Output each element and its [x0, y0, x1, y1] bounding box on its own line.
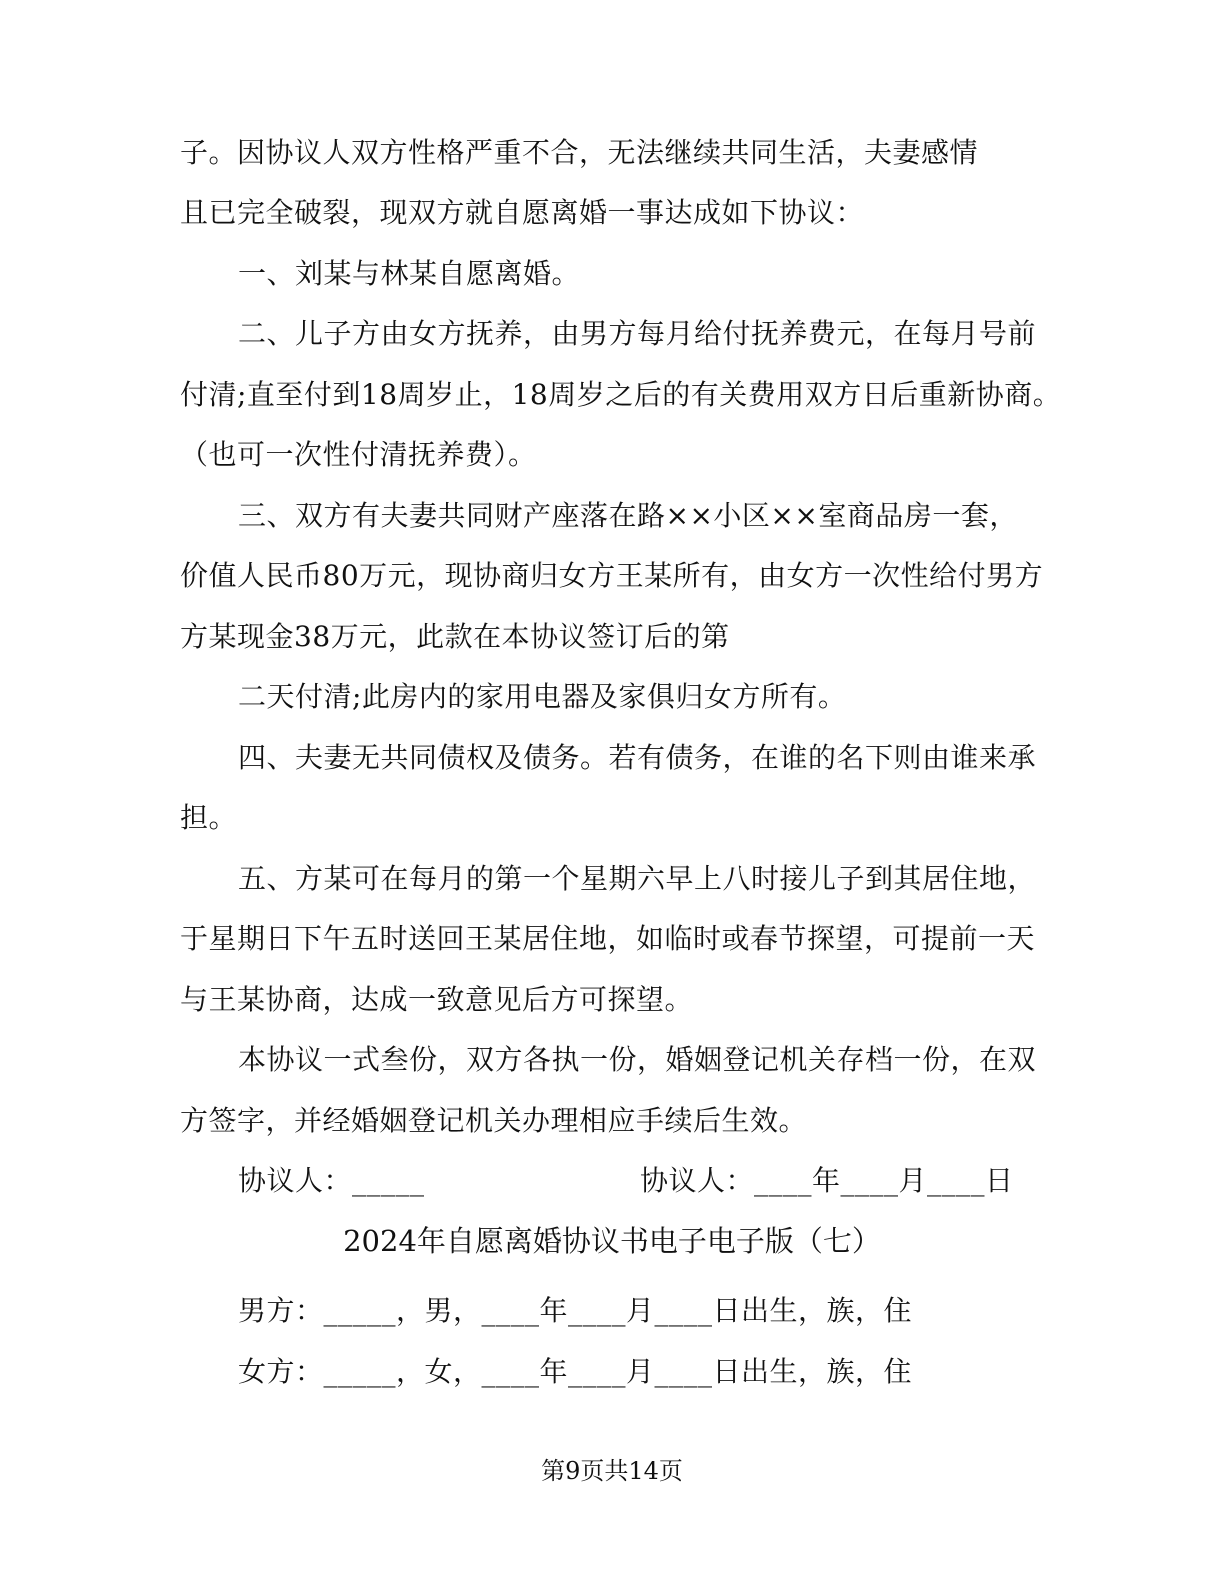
body-line-6: （也可一次性付清抚养费）。 — [180, 438, 537, 471]
male-party-line: 男方：_____，男，____年____月____日出生，族，住 — [238, 1294, 913, 1327]
body-line-10: 二天付清;此房内的家用电器及家俱归女方所有。 — [238, 680, 847, 713]
body-line-1: 子。因协议人双方性格严重不合，无法继续共同生活，夫妻感情 — [180, 136, 979, 169]
body-line-7: 三、双方有夫妻共同财产座落在路××小区××室商品房一套， — [238, 499, 1018, 532]
body-line-17: 方签字，并经婚姻登记机关办理相应手续后生效。 — [180, 1104, 808, 1137]
body-line-11: 四、夫妻无共同债权及债务。若有债务，在谁的名下则由谁来承 — [238, 741, 1037, 774]
body-line-13: 五、方某可在每月的第一个星期六早上八时接儿子到其居住地， — [238, 862, 1037, 895]
body-line-5: 付清;直至付到18周岁止，18周岁之后的有关费用双方日后重新协商。 — [180, 378, 1062, 411]
body-line-3: 一、刘某与林某自愿离婚。 — [238, 257, 581, 290]
section-title: 2024年自愿离婚协议书电子电子版（七） — [343, 1224, 881, 1258]
body-line-8: 价值人民币80万元，现协商归女方王某所有，由女方一次性给付男方 — [180, 559, 1044, 592]
body-line-16: 本协议一式叁份，双方各执一份，婚姻登记机关存档一份，在双 — [238, 1043, 1037, 1076]
body-line-15: 与王某协商，达成一致意见后方可探望。 — [180, 983, 694, 1016]
female-party-line: 女方：_____，女，____年____月____日出生，族，住 — [238, 1355, 913, 1388]
page-footer: 第9页共14页 — [541, 1457, 683, 1485]
body-line-2: 且已完全破裂，现双方就自愿离婚一事达成如下协议： — [180, 196, 865, 229]
body-line-14: 于星期日下午五时送回王某居住地，如临时或春节探望，可提前一天 — [180, 922, 1036, 955]
body-line-4: 二、儿子方由女方抚养，由男方每月给付抚养费元，在每月号前 — [238, 317, 1037, 350]
signature-right: 协议人：____年____月____日 — [640, 1164, 1014, 1197]
body-line-12: 担。 — [180, 801, 238, 834]
signature-left: 协议人：_____ — [238, 1164, 425, 1197]
body-line-9: 方某现金38万元，此款在本协议签订后的第 — [180, 620, 730, 653]
